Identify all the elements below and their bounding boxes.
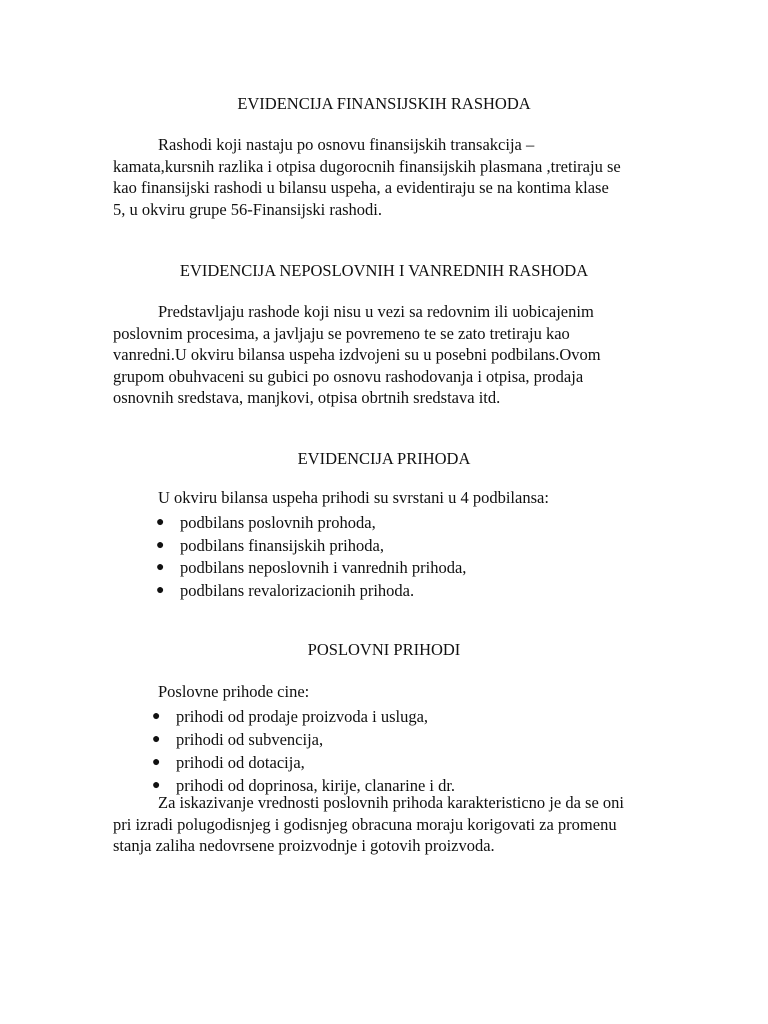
bullet-icon: ● — [156, 515, 165, 530]
paragraph-line: 5, u okviru grupe 56-Finansijski rashodi. — [113, 199, 383, 219]
intro-podbilansi: U okviru bilansa uspeha prihodi su svrstani u 4 podbilansa: — [158, 488, 549, 507]
paragraph-line: stanja zaliha nedovrsene proizvodnje i gotovih proizvoda. — [113, 836, 495, 855]
paragraph-finansijski-rashodi — [113, 134, 673, 220]
paragraph-line: Za iskazivanje vrednosti poslovnih prihoda karakteristicno je da se oni — [158, 793, 624, 812]
paragraph-line: kamata,kursnih razlika i otpisa dugorocnih finansijskih plasmana ,tretiraju se — [113, 156, 621, 176]
paragraph-line: osnovnih sredstava, manjkovi, otpisa obrtnih sredstava itd. — [113, 388, 501, 407]
list-item — [152, 728, 455, 751]
paragraph-poslovni-prihodi — [113, 792, 673, 857]
intro-poslovni-prihodi: Poslovne prihode cine: — [158, 682, 310, 701]
list-item-text: podbilans revalorizacionih prihoda. — [180, 580, 415, 600]
list-item-text: prihodi od doprinosa, kirije, clanarine i dr. — [176, 776, 456, 795]
section-heading-finansijski-rashodi: EVIDENCIJA FINANSIJSKIH RASHODA — [237, 94, 531, 113]
list-item-text: prihodi od prodaje proizvoda i usluga, — [176, 707, 429, 726]
list-item — [156, 512, 466, 535]
section-heading-poslovni-prihodi: POSLOVNI PRIHODI — [307, 640, 461, 659]
bullet-icon: ● — [156, 582, 165, 598]
paragraph-line: grupom obuhvaceni su gubici po osnovu rashodovanja i otpisa, prodaja — [113, 366, 584, 386]
list-item-text: podbilans neposlovnih i vanrednih prihoda, — [180, 558, 467, 577]
section-heading-neposlovni-rashodi: EVIDENCIJA NEPOSLOVNIH I VANREDNIH RASHODA — [179, 261, 589, 280]
list-item-text: prihodi od dotacija, — [176, 753, 305, 772]
list-item — [156, 535, 466, 558]
list-item — [156, 580, 466, 603]
bullet-icon: ● — [156, 537, 165, 553]
list-item — [152, 751, 455, 774]
list-item — [156, 557, 467, 580]
bullet-list-poslovni-prihodi — [152, 705, 456, 797]
list-item-text: podbilans poslovnih prohoda, — [180, 513, 376, 532]
section-heading-evidencija-prihoda: EVIDENCIJA PRIHODA — [297, 449, 471, 468]
bullet-icon: ● — [152, 778, 161, 793]
bullet-icon: ● — [156, 560, 165, 575]
list-item-text: podbilans finansijskih prihoda, — [180, 535, 384, 555]
bullet-icon: ● — [152, 709, 161, 724]
paragraph-line: vanredni.U okviru bilansa uspeha izdvojeni su u posebni podbilans.Ovom — [113, 345, 601, 364]
list-item-text: prihodi od subvencija, — [176, 730, 324, 749]
paragraph-line: Rashodi koji nastaju po osnovu finansijskih transakcija – — [158, 135, 535, 154]
paragraph-line: poslovnim procesima, a javljaju se povremeno te se zato tretiraju kao — [113, 323, 570, 343]
paragraph-line: pri izradi polugodisnjeg i godisnjeg obracuna moraju korigovati za promenu — [113, 814, 617, 834]
bullet-list-podbilansi — [156, 512, 467, 602]
bullet-icon: ● — [152, 732, 161, 747]
paragraph-line: kao finansijski rashodi u bilansu uspeha, a evidentiraju se na kontima klase — [113, 178, 609, 197]
paragraph-line: Predstavljaju rashode koji nisu u vezi sa redovnim ili uobicajenim — [158, 302, 594, 321]
paragraph-neposlovni-rashodi — [113, 301, 673, 409]
bullet-icon: ● — [152, 755, 161, 770]
list-item — [152, 705, 455, 728]
